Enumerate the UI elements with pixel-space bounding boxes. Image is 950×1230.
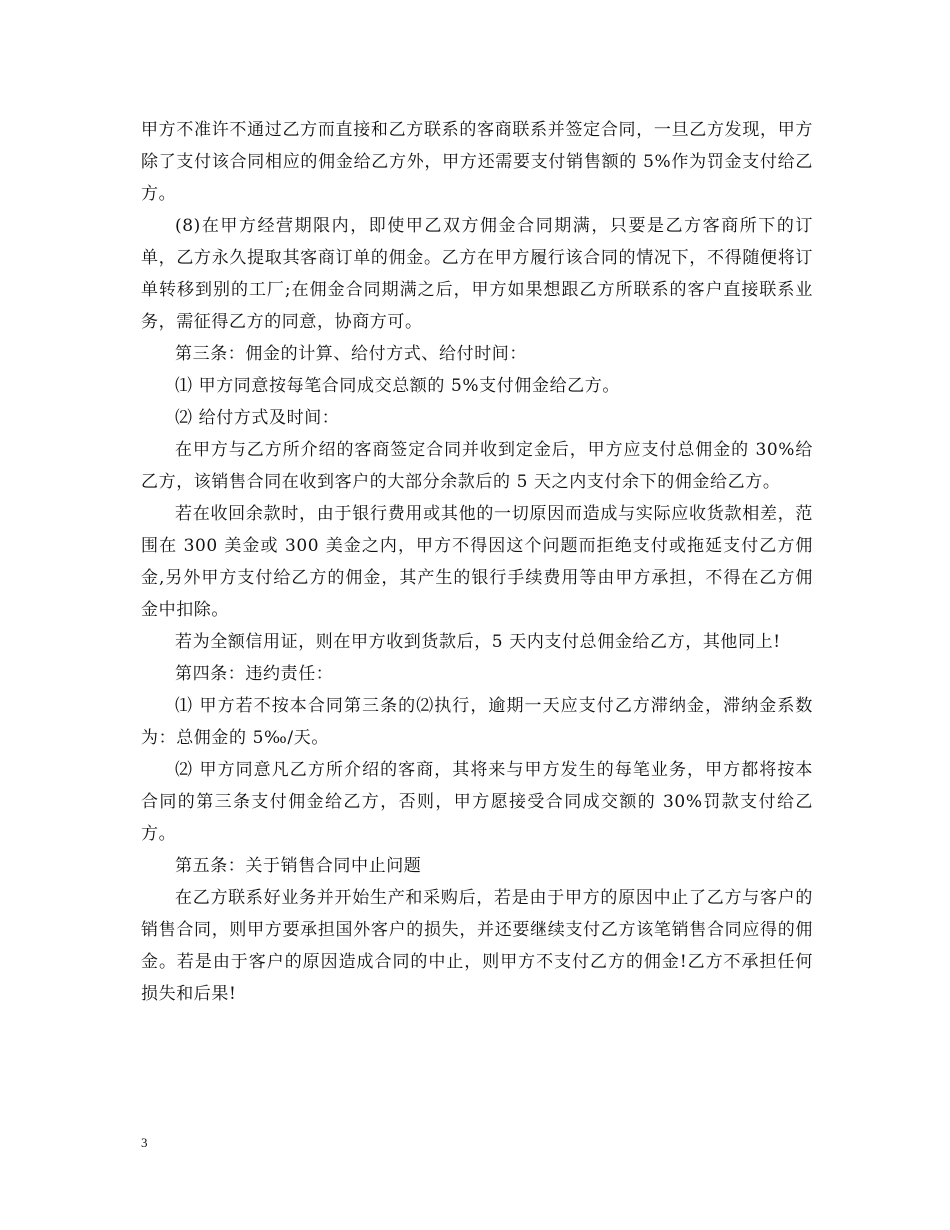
paragraph-item-8: (8)在甲方经营期限内，即使甲乙双方佣金合同期满，只要是乙方客商所下的订单，乙方永久提取其客商订单的佣金。乙方在甲方履行该合同的情况下，不得随便将订单转移到别的工厂;在佣金合同期满之后，甲方如果想跟乙方所联系的客户直接联系业务，需征得乙方的同意，协商方可。 — [141, 216, 813, 332]
paragraph-article-3-item-1: ⑴ 甲方同意按每笔合同成交总额的 5%支付佣金给乙方。 — [175, 376, 620, 396]
paragraph-contract-suspension: 在乙方联系好业务并开始生产和采购后，若是由于甲方的原因中止了乙方与客户的销售合同，则甲方要承担国外客户的损失，并还要继续支付乙方该笔销售合同应得的佣金。若是由于客户的原因造成合同的中止，则甲方不支付乙方的佣金!乙方不承担任何损失和后果! — [141, 888, 813, 1004]
paragraph-letter-of-credit: 若为全额信用证，则在甲方收到货款后，5 天内支付总佣金给乙方，其他同上! — [175, 632, 781, 652]
paragraph-article-4-item-1: ⑴ 甲方若不按本合同第三条的⑵执行，逾期一天应支付乙方滞纳金，滞纳金系数为：总佣金的 5‰/天。 — [141, 696, 813, 748]
heading-article-3: 第三条：佣金的计算、给付方式、给付时间： — [175, 344, 527, 364]
paragraph-article-4-item-2: ⑵ 甲方同意凡乙方所介绍的客商，其将来与甲方发生的每笔业务，甲方都将按本合同的第三条支付佣金给乙方，否则，甲方愿接受合同成交额的 30%罚款支付给乙方。 — [141, 760, 813, 844]
document-body — [141, 114, 813, 1010]
paragraph-payment-terms: 在甲方与乙方所介绍的客商签定合同并收到定金后，甲方应支付总佣金的 30%给乙方，该销售合同在收到客户的大部分余款后的 5 天之内支付余下的佣金给乙方。 — [141, 440, 813, 492]
heading-article-4: 第四条：违约责任： — [175, 664, 334, 684]
paragraph-balance-difference: 若在收回余款时，由于银行费用或其他的一切原因而造成与实际应收货款相差，范围在 300 美金或 300 美金之内，甲方不得因这个问题而拒绝支付或拖延支付乙方佣金,另外甲方支付给乙方的佣金，其产生的银行手续费用等由甲方承担，不得在乙方佣金中扣除。 — [141, 504, 813, 620]
paragraph-article-3-item-2: ⑵ 给付方式及时间： — [175, 408, 340, 428]
heading-article-5: 第五条：关于销售合同中止问题 — [175, 856, 422, 876]
page-number: 3 — [141, 1135, 148, 1150]
paragraph-penalty-clause: 甲方不准许不通过乙方而直接和乙方联系的客商联系并签定合同，一旦乙方发现，甲方除了支付该合同相应的佣金给乙方外，甲方还需要支付销售额的 5%作为罚金支付给乙方。 — [141, 120, 813, 204]
